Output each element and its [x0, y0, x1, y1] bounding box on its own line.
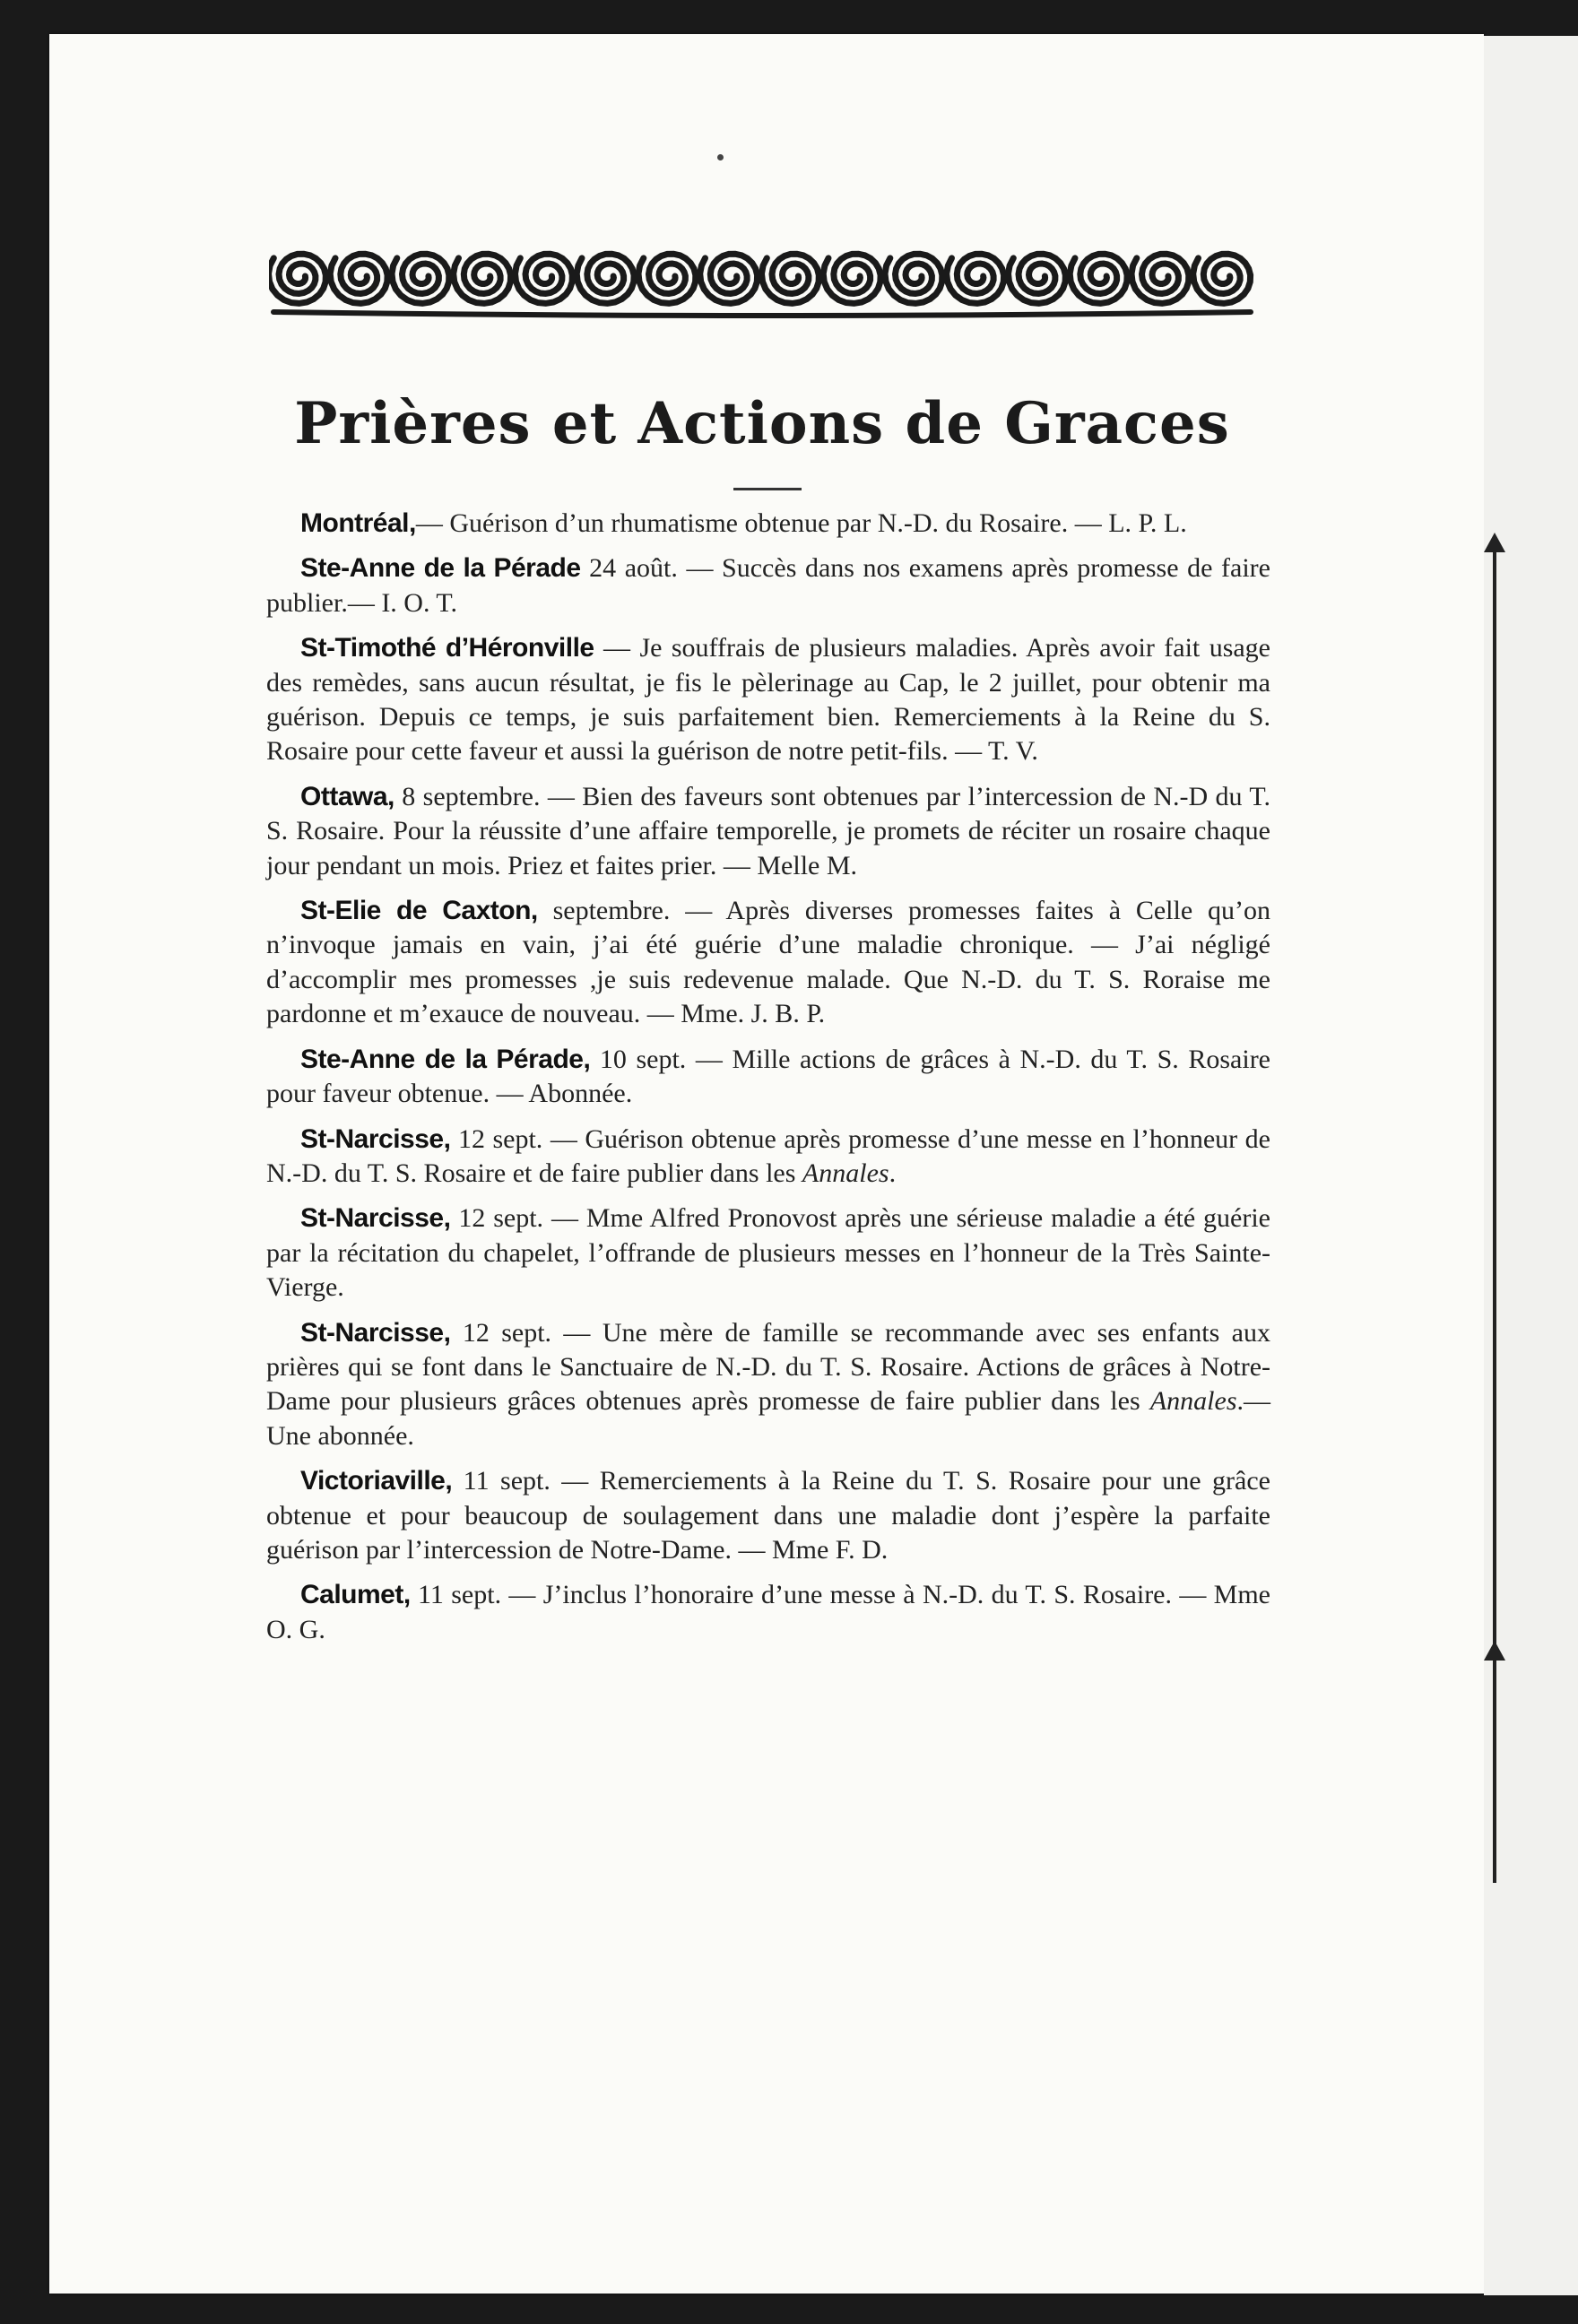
- entry-montreal: [266, 507, 1270, 541]
- ornament-baseline: [273, 312, 1251, 316]
- entry-place: Victoriaville,: [300, 1466, 453, 1496]
- entry-text: 12 sept. — Mme Alfred Pronovost après une sérieuse maladie a été guérie par la récitation du chapelet, l’offrande de plusieurs messes en l’honneur de la Très Sainte-Vierge.: [266, 1203, 1270, 1303]
- spiral-mark: [700, 254, 758, 303]
- spiral-mark: [1009, 254, 1066, 303]
- entry-st-narcisse-2: [266, 1201, 1270, 1305]
- entry-place: St-Narcisse,: [300, 1203, 451, 1234]
- entry-st-elie: [266, 894, 1270, 1032]
- entry-st-timothe: [266, 631, 1270, 769]
- adjacent-page-rule: [1493, 538, 1496, 1883]
- entry-text: septembre. — Après diverses promesses faites à Celle qu’on n’invoque jamais en vain, j’ai été guérie d’une maladie chronique. — J’ai négligé d’accomplir mes promesses ,je suis redevenue malade. Que N.-D. du T. S. Roraise me pardonne et m’exauce de nouveau. — Mme. J. B. P.: [266, 896, 1271, 1029]
- entry-place: Ste-Anne de la Pérade,: [300, 1044, 591, 1074]
- title-divider: [733, 488, 802, 490]
- entry-text: 10 sept. — Mille actions de grâces à N.-D. du T. S. Rosaire pour faveur obtenue. — Abonnée.: [266, 1044, 1270, 1109]
- entry-place: Calumet,: [300, 1580, 411, 1610]
- entry-text: — Je souffrais de plusieurs maladies. Après avoir fait usage des remèdes, sans aucun résultat, je fis le pèlerinage au Cap, le 2 juillet, pour obtenir ma guérison. Depuis ce temps, je suis parfaitement bien. Remerciements à la Reine du S. Rosaire pour cette faveur et aussi la guérison de notre petit-fils. — T. V.: [266, 633, 1270, 767]
- spiral-mark: [516, 254, 573, 303]
- entry-text: 8 septembre. — Bien des faveurs sont obtenues par l’intercession de N.-D du T. S. Rosaire. Pour la réussite d’une affaire temporelle, je promets de réciter un rosaire chaque jour pendant un mois. Priez et faites prier. — Melle M.: [266, 781, 1270, 880]
- entry-place: Ottawa,: [300, 781, 394, 811]
- adjacent-page-arrow-mid: [1484, 1641, 1505, 1661]
- entry-place: St-Timothé d’Héronville: [300, 633, 594, 663]
- spiral-mark: [1070, 254, 1127, 303]
- spiral-mark: [330, 254, 387, 303]
- entry-place: St-Narcisse,: [300, 1123, 451, 1154]
- spiral-mark: [577, 254, 634, 303]
- adjacent-page-edge: [1484, 36, 1578, 2295]
- entry-after: .: [889, 1158, 897, 1188]
- entry-place: Ste-Anne de la Pérade: [300, 553, 581, 584]
- spiral-mark: [885, 254, 942, 303]
- entry-ste-anne-1: [266, 551, 1270, 620]
- spiral-ornament-band: [269, 231, 1255, 321]
- entry-ste-anne-2: [266, 1043, 1270, 1112]
- adjacent-page-arrow-top: [1484, 533, 1505, 552]
- entry-text: 12 sept. — Une mère de famille se recommande avec ses enfants aux prières qui se font dans le Sanctuaire de N.-D. du T. S. Rosaire. Actions de grâces à Notre-Dame pour plusieurs grâces obtenues après promesse de faire publier dans les: [266, 1317, 1270, 1417]
- entry-text: 12 sept. — Guérison obtenue après promesse d’une messe en l’honneur de N.-D. du T. S. Rosaire et de faire publier dans les: [266, 1123, 1270, 1188]
- entry-after: .— Une abonnée.: [266, 1386, 1270, 1451]
- entry-text: 24 août. — Succès dans nos examens après promesse de faire publier.— I. O. T.: [266, 553, 1270, 618]
- entry-place: St-Narcisse,: [300, 1317, 451, 1348]
- spiral-mark: [823, 254, 880, 303]
- entry-italic: Annales: [1149, 1386, 1237, 1417]
- entry-place: St-Elie de Caxton,: [300, 896, 538, 926]
- spiral-mark: [392, 254, 449, 303]
- entry-italic: Annales: [802, 1158, 889, 1188]
- spiral-mark: [762, 254, 819, 303]
- entry-text: 11 sept. — Remerciements à la Reine du T. S. Rosaire pour une grâce obtenue et pour beaucoup de soulagement dans une maladie dont j’espère la parfaite guérison par l’intercession de Notre-Dame. — Mme F. D.: [266, 1466, 1270, 1565]
- entry-victoriaville: [266, 1464, 1270, 1567]
- entry-text: 11 sept. — J’inclus l’honoraire d’une messe à N.-D. du T. S. Rosaire. — Mme O. G.: [266, 1580, 1270, 1644]
- entry-text: — Guérison d’un rhumatisme obtenue par N.-D. du Rosaire. — L. P. L.: [415, 508, 1187, 538]
- page-title: Prières et Actions de Graces: [294, 390, 1230, 457]
- entries-list: [266, 507, 1270, 1658]
- entry-st-narcisse-1: [266, 1123, 1270, 1192]
- entry-st-narcisse-3: [266, 1316, 1270, 1454]
- entry-place: Montréal,: [300, 508, 416, 538]
- spiral-mark: [638, 254, 696, 303]
- spiral-mark: [454, 254, 511, 303]
- spiral-mark: [269, 254, 325, 303]
- entry-ottawa: [266, 780, 1270, 883]
- spiral-mark: [1131, 254, 1189, 303]
- spiral-mark: [1193, 254, 1251, 303]
- spiral-mark: [947, 254, 1004, 303]
- entry-calumet: [266, 1578, 1270, 1647]
- ink-speck: [717, 154, 724, 160]
